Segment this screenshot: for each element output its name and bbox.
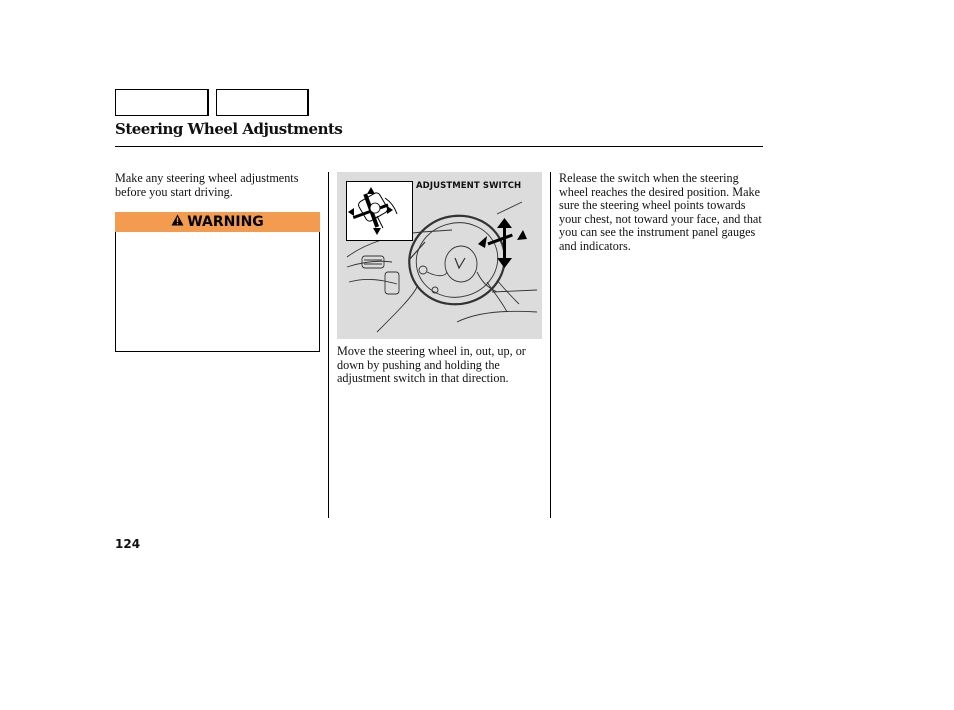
title-rule — [115, 146, 763, 147]
page-number: 124 — [115, 537, 141, 551]
column-divider — [550, 172, 551, 518]
page-title: Steering Wheel Adjustments — [115, 120, 343, 138]
nav-tab-1[interactable] — [115, 89, 209, 116]
column-divider — [328, 172, 329, 518]
warning-triangle-icon — [171, 214, 184, 230]
warning-header — [115, 212, 320, 232]
release-paragraph: Release the switch when the steering wheel reaches the desired position. Make sure the steering wheel points towards your chest, not toward your face, and that you can see the instrument panel gauges and indicators. — [559, 171, 762, 253]
nav-tab-2[interactable] — [216, 89, 309, 116]
figure-label: ADJUSTMENT SWITCH — [416, 181, 522, 191]
intro-paragraph: Make any steering wheel adjustments before you start driving. — [115, 171, 299, 199]
figure-caption: Move the steering wheel in, out, up, or down by pushing and holding the adjustment switch in that direction. — [337, 344, 526, 385]
adjustment-switch-inset — [346, 181, 413, 241]
warning-label: WARNING — [187, 214, 264, 230]
warning-box — [115, 232, 320, 352]
